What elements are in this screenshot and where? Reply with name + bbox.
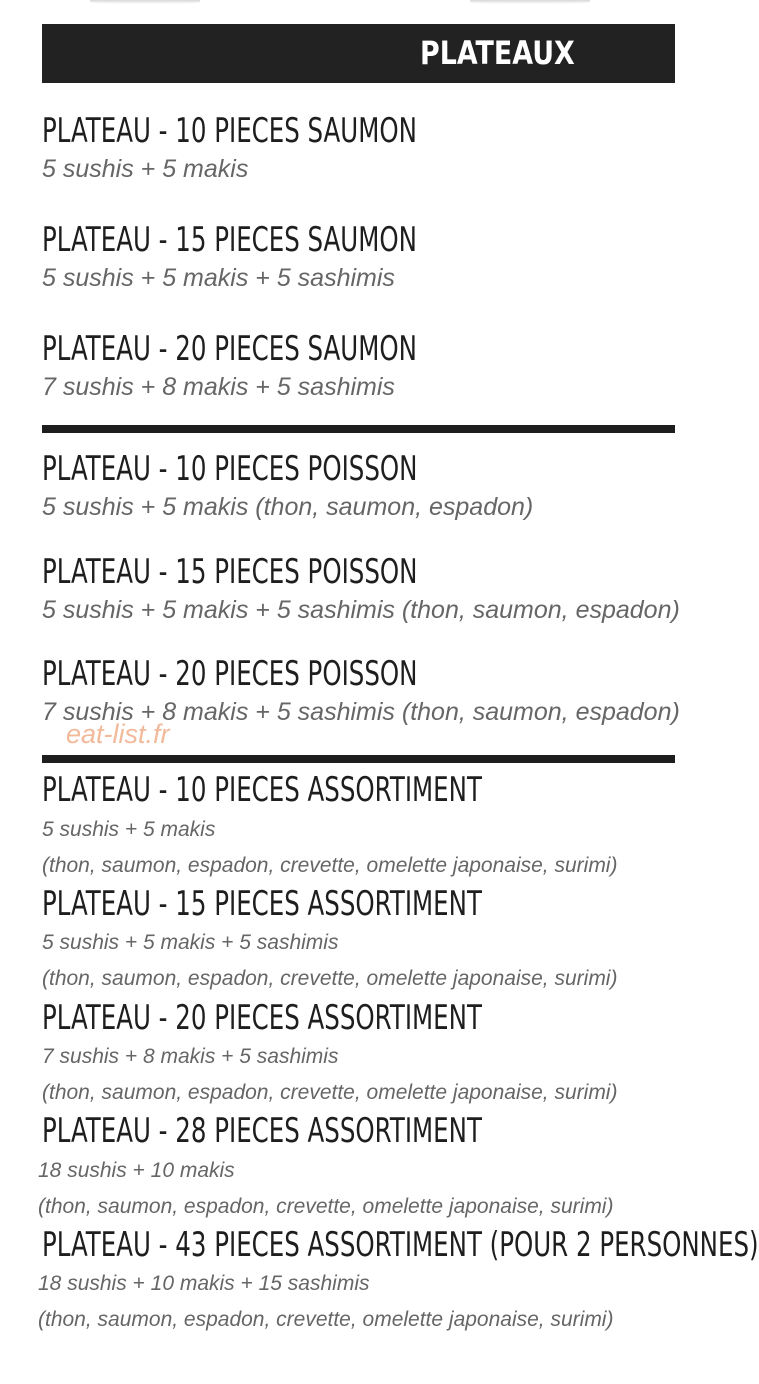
top-shadow-right xyxy=(470,0,590,4)
menu-item-description: 5 sushis + 5 makis (thon, saumon, espadon) xyxy=(42,493,534,521)
menu-item-title: PLATEAU - 20 PIECES POISSON xyxy=(42,654,418,694)
menu-item-description-ingredients: (thon, saumon, espadon, crevette, omelette japonaise, surimi) xyxy=(38,1195,614,1218)
menu-item-description: 5 sushis + 5 makis + 5 sashimis xyxy=(42,931,339,954)
menu-item-description: 18 sushis + 10 makis xyxy=(38,1159,235,1182)
menu-item-title: PLATEAU - 20 PIECES SAUMON xyxy=(42,329,417,369)
menu-item-description: 5 sushis + 5 makis xyxy=(42,818,216,841)
menu-item-title: PLATEAU - 28 PIECES ASSORTIMENT xyxy=(42,1111,482,1151)
section-title: PLATEAUX xyxy=(420,34,575,72)
menu-item-description: 7 sushis + 8 makis + 5 sashimis xyxy=(42,373,395,401)
menu-item-title: PLATEAU - 43 PIECES ASSORTIMENT (POUR 2 PERSONNES) xyxy=(42,1225,759,1265)
menu-item-description-ingredients: (thon, saumon, espadon, crevette, omelette japonaise, surimi) xyxy=(42,1081,618,1104)
section-divider xyxy=(42,755,675,763)
section-header-bar xyxy=(42,24,675,83)
menu-item-title: PLATEAU - 15 PIECES SAUMON xyxy=(42,220,417,260)
menu-item-description-ingredients: (thon, saumon, espadon, crevette, omelette japonaise, surimi) xyxy=(42,967,618,990)
menu-item-title: PLATEAU - 15 PIECES POISSON xyxy=(42,552,418,592)
menu-item-description: 18 sushis + 10 makis + 15 sashimis xyxy=(38,1272,370,1295)
menu-item-description: 7 sushis + 8 makis + 5 sashimis (thon, saumon, espadon) xyxy=(42,698,680,726)
top-shadow-left xyxy=(90,0,200,4)
menu-item-description-ingredients: (thon, saumon, espadon, crevette, omelette japonaise, surimi) xyxy=(38,1308,614,1331)
menu-item-description: 5 sushis + 5 makis xyxy=(42,155,249,183)
menu-item-title: PLATEAU - 20 PIECES ASSORTIMENT xyxy=(42,998,482,1038)
menu-item-description: 5 sushis + 5 makis + 5 sashimis xyxy=(42,264,395,292)
menu-item-title: PLATEAU - 15 PIECES ASSORTIMENT xyxy=(42,884,482,924)
menu-item-description: 7 sushis + 8 makis + 5 sashimis xyxy=(42,1045,339,1068)
menu-item-title: PLATEAU - 10 PIECES POISSON xyxy=(42,449,418,489)
menu-item-title: PLATEAU - 10 PIECES SAUMON xyxy=(42,111,417,151)
menu-item-description: 5 sushis + 5 makis + 5 sashimis (thon, saumon, espadon) xyxy=(42,596,680,624)
watermark: eat-list.fr xyxy=(66,719,170,749)
section-divider xyxy=(42,425,675,433)
menu-item-description-ingredients: (thon, saumon, espadon, crevette, omelette japonaise, surimi) xyxy=(42,854,618,877)
menu-item-title: PLATEAU - 10 PIECES ASSORTIMENT xyxy=(42,770,482,810)
